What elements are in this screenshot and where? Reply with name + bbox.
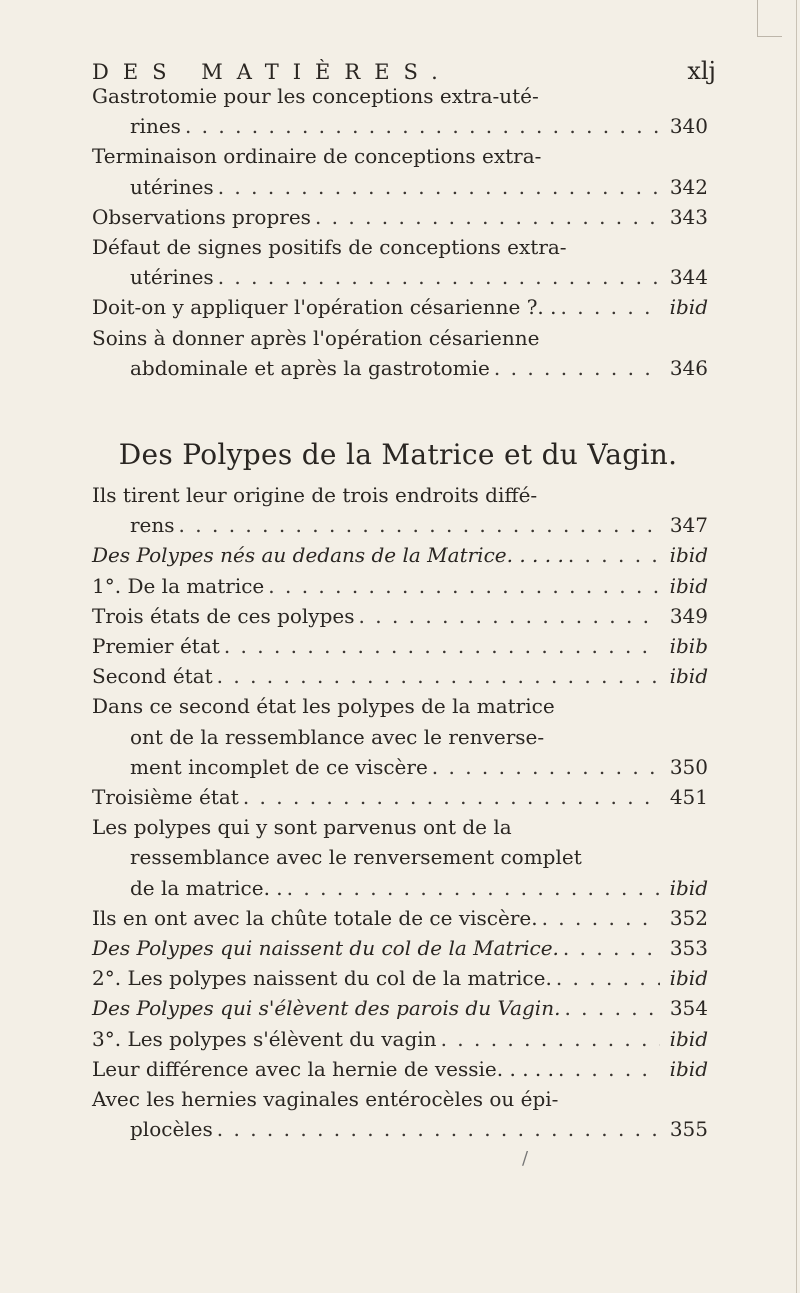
toc-entry-page: ibid (669, 295, 708, 320)
toc-entry-label: Gastrotomie pour les conceptions extra-uté- (92, 84, 539, 108)
toc-entry-page: ibid (669, 573, 708, 598)
toc-entry (130, 873, 708, 903)
toc-entry-label: Les polypes qui y sont parvenus ont de la (92, 815, 512, 840)
leader-dots (558, 1054, 660, 1084)
leader-dots (359, 601, 660, 631)
toc-entry (130, 510, 708, 540)
toc-entry-label: Second état (92, 664, 213, 689)
toc-entry-page: 342 (669, 174, 708, 199)
toc-entry-page: ibid (669, 664, 708, 689)
toc-entry-line (92, 691, 708, 721)
toc-entry-label: ressemblance avec le renversement complet (130, 845, 582, 870)
header-title: DES MATIÈRES. (92, 60, 452, 84)
toc-entry-label: Des Polypes qui naissent du col de la Matrice. (92, 936, 559, 960)
toc-entry (92, 933, 708, 963)
toc-entry-page: 451 (669, 785, 708, 809)
toc-entry-label: 2°. Les polypes naissent du col de la matrice. (92, 966, 552, 991)
toc-entry (130, 752, 708, 782)
page-corner-fold (757, 0, 782, 37)
toc-entry-label: Premier état (92, 634, 220, 658)
toc-entry-line (92, 480, 708, 510)
leader-dots (268, 571, 660, 601)
toc-entry (130, 262, 708, 292)
toc-entry-label: Des Polypes qui s'élèvent des parois du Vagin. (92, 996, 561, 1021)
page-edge (796, 0, 797, 1293)
toc-entry-page: 355 (669, 1117, 708, 1142)
toc-entry (92, 1054, 708, 1084)
toc-entry (92, 601, 708, 631)
toc-entry-label: ment incomplet de ce viscère (130, 754, 428, 779)
leader-dots (218, 262, 660, 292)
toc-entry-label: Troisième état (92, 785, 239, 809)
toc-entry (92, 202, 708, 232)
toc-entry-label: Observations propres (92, 204, 311, 229)
leader-dots (432, 752, 660, 782)
toc-entry (130, 1114, 708, 1144)
toc-entry-page: 344 (669, 265, 708, 290)
leader-dots (563, 933, 660, 963)
leader-dots (441, 1024, 660, 1054)
toc-entry-line (92, 323, 708, 353)
toc-entry-label: 1°. De la matrice (92, 573, 265, 598)
leader-dots (185, 111, 660, 141)
toc-entry (92, 631, 708, 661)
leader-dots (315, 202, 660, 232)
section-heading: Des Polypes de la Matrice et du Vagin. (118, 438, 678, 471)
leader-dots (564, 993, 660, 1023)
toc-entry (92, 963, 708, 993)
leader-dots (542, 903, 660, 933)
toc-entry-line (130, 722, 708, 752)
toc-entry-label: 3°. Les polypes s'élèvent du vagin (92, 1026, 437, 1051)
toc-entry-label: rines (130, 114, 181, 139)
leader-dots (224, 631, 660, 661)
toc-entry (92, 1024, 708, 1054)
toc-entry-label: Ils en ont avec la chûte totale de ce viscère. (92, 905, 538, 930)
leader-dots (568, 540, 660, 570)
toc-entry-label: Trois états de ces polypes (92, 603, 355, 628)
toc-entry-page: ibid (669, 543, 708, 568)
leader-dots (287, 873, 660, 903)
toc-entry (92, 292, 708, 322)
leader-dots (217, 1114, 660, 1144)
header-page-number: xlj (687, 57, 716, 85)
toc-entry-line (92, 232, 708, 262)
toc-entry-label: Leur différence avec la hernie de vessie. . . . . (92, 1056, 554, 1081)
toc-entry (92, 571, 708, 601)
footer-mark: / (522, 1148, 529, 1169)
toc-entry-label: Avec les hernies vaginales entérocèles ou épi- (92, 1087, 559, 1111)
toc-entry-label: Défaut de signes positifs de conceptions extra- (92, 235, 567, 259)
toc-entry-label: Dans ce second état les polypes de la matrice (92, 694, 555, 719)
toc-entry (92, 993, 708, 1023)
toc-entry (130, 172, 708, 202)
toc-entry-label: Des Polypes nés au dedans de la Matrice. . . . . (92, 543, 564, 568)
toc-entry-page: 349 (669, 603, 708, 628)
toc-entry-page: 353 (669, 936, 708, 960)
toc-entry-page: 343 (669, 204, 708, 229)
leader-dots (218, 172, 660, 202)
toc-entry-page: 347 (669, 513, 708, 538)
toc-entry-label: abdominale et après la gastrotomie (130, 355, 490, 380)
leader-dots (243, 782, 660, 812)
leader-dots (494, 353, 660, 383)
toc-entry-page: ibid (669, 1056, 708, 1081)
toc-entry-line (92, 1084, 708, 1114)
toc-entry-label: Ils tirent leur origine de trois endroits diffé- (92, 483, 538, 507)
toc-entry (92, 782, 708, 812)
toc-entry-page: ibid (669, 1026, 708, 1051)
leader-dots (556, 963, 660, 993)
toc-entry-page: ibib (669, 634, 708, 658)
toc-entry (130, 353, 708, 383)
toc-entry (92, 540, 708, 570)
toc-entry-line (92, 812, 708, 842)
toc-entry-label: plocèles (130, 1117, 213, 1142)
toc-entry-line (130, 842, 708, 872)
toc-entry-label: Terminaison ordinaire de conceptions extra- (92, 144, 542, 169)
toc-entry-label: utérines (130, 174, 214, 199)
toc-entry-label: Soins à donner après l'opération césarienne (92, 325, 540, 350)
toc-entry-label: Doit-on y appliquer l'opération césarienne ?. . (92, 295, 557, 320)
toc-entry-page: 346 (669, 355, 708, 380)
toc-entry-page: ibid (669, 875, 708, 900)
leader-dots (561, 292, 660, 322)
toc-entry (92, 903, 708, 933)
toc-entry (130, 111, 708, 141)
toc-entry-label: rens (130, 513, 175, 538)
toc-entry-label: ont de la ressemblance avec le renverse- (130, 724, 545, 749)
toc-entry-page: 340 (669, 114, 708, 139)
toc-entry-line (92, 141, 708, 171)
toc-entry-label: de la matrice. . (130, 875, 283, 900)
toc-entry-page: ibid (669, 966, 708, 991)
toc-entry-page: 352 (669, 905, 708, 930)
leader-dots (179, 510, 660, 540)
toc-entry-page: 354 (669, 996, 708, 1021)
toc-entry-page: 350 (669, 754, 708, 779)
toc-entry-line (92, 81, 708, 111)
leader-dots (217, 661, 660, 691)
toc-entry (92, 661, 708, 691)
toc-entry-label: utérines (130, 265, 214, 290)
